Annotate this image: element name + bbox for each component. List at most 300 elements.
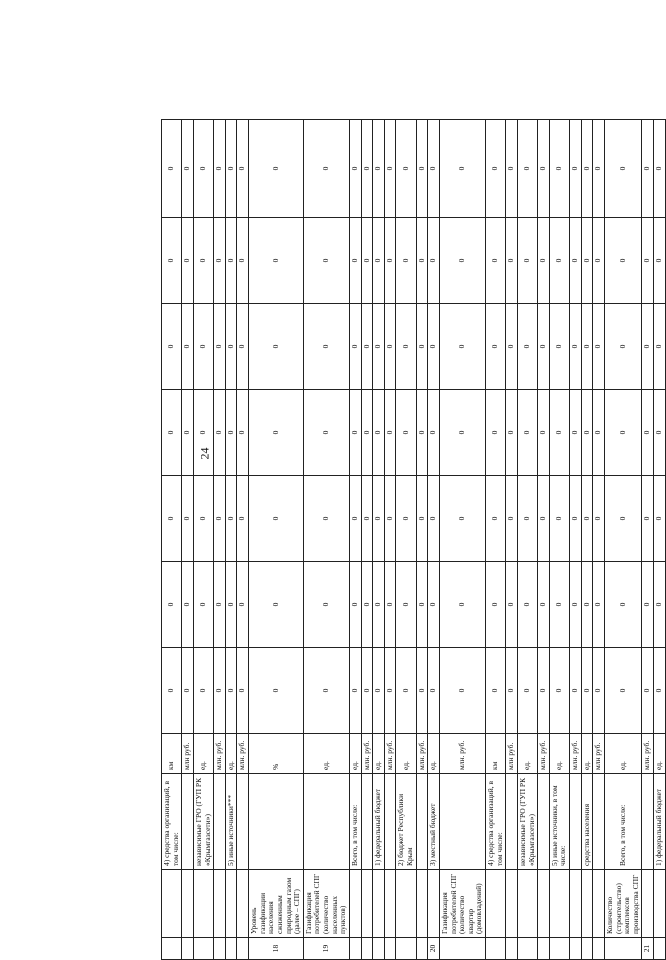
value-cell: 0	[642, 390, 654, 476]
table-row	[604, 120, 642, 960]
value-cell: 0	[396, 304, 416, 390]
table-row	[428, 120, 440, 960]
value-cell: 0	[162, 304, 182, 390]
source-cell	[416, 774, 428, 870]
value-cell: 0	[396, 562, 416, 648]
value-cell: 0	[225, 390, 237, 476]
value-cell: 0	[570, 304, 582, 390]
unit-cell: ед.	[517, 734, 537, 774]
value-cell: 0	[549, 218, 569, 304]
indicator-name-cell: Газификация потребителей СПГ (количество населенных пунктов)	[303, 870, 349, 938]
source-cell: 2) бюджет Республики Крым	[396, 774, 416, 870]
source-cell	[249, 774, 304, 870]
row-number-cell	[570, 938, 582, 960]
value-cell: 0	[214, 390, 226, 476]
value-cell: 0	[373, 648, 385, 734]
value-cell: 0	[570, 562, 582, 648]
value-cell: 0	[237, 390, 249, 476]
value-cell: 0	[349, 476, 361, 562]
table-row	[303, 120, 349, 960]
value-cell: 0	[604, 120, 642, 218]
value-cell: 0	[428, 218, 440, 304]
value-cell: 0	[182, 304, 194, 390]
indicator-name-cell	[214, 870, 226, 938]
unit-cell: ед.	[349, 734, 361, 774]
value-cell: 0	[428, 120, 440, 218]
value-cell: 0	[396, 648, 416, 734]
source-cell	[642, 774, 654, 870]
table-row	[349, 120, 361, 960]
indicator-name-cell	[162, 870, 182, 938]
value-cell: 0	[182, 120, 194, 218]
row-number-cell	[182, 938, 194, 960]
value-cell: 0	[303, 648, 349, 734]
value-cell: 0	[303, 304, 349, 390]
indicator-name-cell	[193, 870, 213, 938]
value-cell: 0	[237, 218, 249, 304]
value-cell: 0	[396, 390, 416, 476]
indicator-name-cell	[593, 870, 605, 938]
indicator-name-cell	[570, 870, 582, 938]
value-cell: 0	[193, 562, 213, 648]
value-cell: 0	[642, 218, 654, 304]
table-row	[225, 120, 237, 960]
value-cell: 0	[517, 562, 537, 648]
value-cell: 0	[349, 120, 361, 218]
table-row	[384, 120, 396, 960]
value-cell: 0	[373, 562, 385, 648]
value-cell: 0	[428, 562, 440, 648]
value-cell: 0	[384, 304, 396, 390]
value-cell: 0	[361, 476, 373, 562]
indicator-name-cell: Уровень газификации населения сжиженным природным газом (далее – СПГ)	[249, 870, 304, 938]
value-cell: 0	[538, 648, 550, 734]
unit-cell: млн. руб.	[439, 734, 485, 774]
row-number-cell	[604, 938, 642, 960]
value-cell: 0	[486, 218, 506, 304]
unit-cell: ед.	[581, 734, 593, 774]
table-row	[570, 120, 582, 960]
value-cell: 0	[182, 218, 194, 304]
value-cell: 0	[193, 218, 213, 304]
source-cell	[361, 774, 373, 870]
value-cell: 0	[604, 390, 642, 476]
value-cell: 0	[517, 218, 537, 304]
value-cell: 0	[549, 304, 569, 390]
indicator-name-cell	[373, 870, 385, 938]
value-cell: 0	[439, 648, 485, 734]
value-cell: 0	[396, 476, 416, 562]
value-cell: 0	[193, 476, 213, 562]
value-cell: 0	[237, 120, 249, 218]
table-row	[162, 120, 182, 960]
value-cell: 0	[581, 390, 593, 476]
unit-cell: млн. руб.	[642, 734, 654, 774]
value-cell: 0	[373, 120, 385, 218]
source-cell: 3) местный бюджет	[428, 774, 440, 870]
table-row	[642, 120, 654, 960]
unit-cell: млн. руб.	[237, 734, 249, 774]
unit-cell: ед.	[549, 734, 569, 774]
unit-cell: млн руб.	[506, 734, 518, 774]
value-cell: 0	[416, 390, 428, 476]
value-cell: 0	[214, 476, 226, 562]
unit-cell: ед.	[654, 734, 666, 774]
value-cell: 0	[396, 218, 416, 304]
value-cell: 0	[654, 648, 666, 734]
value-cell: 0	[416, 562, 428, 648]
value-cell: 0	[439, 562, 485, 648]
row-number-cell	[439, 938, 485, 960]
row-number-cell	[193, 938, 213, 960]
value-cell: 0	[549, 390, 569, 476]
value-cell: 0	[538, 476, 550, 562]
source-cell	[506, 774, 518, 870]
source-cell	[593, 774, 605, 870]
table-row	[549, 120, 569, 960]
indicator-name-cell	[538, 870, 550, 938]
value-cell: 0	[237, 476, 249, 562]
value-cell: 0	[373, 304, 385, 390]
value-cell: 0	[416, 476, 428, 562]
row-number-cell: 19	[303, 938, 349, 960]
table-row	[396, 120, 416, 960]
row-number-cell	[237, 938, 249, 960]
indicator-name-cell	[361, 870, 373, 938]
value-cell: 0	[182, 390, 194, 476]
value-cell: 0	[384, 648, 396, 734]
value-cell: 0	[506, 476, 518, 562]
value-cell: 0	[654, 218, 666, 304]
indicator-name-cell	[581, 870, 593, 938]
row-number-cell	[214, 938, 226, 960]
source-cell	[570, 774, 582, 870]
row-number-cell	[506, 938, 518, 960]
row-number-cell	[416, 938, 428, 960]
value-cell: 0	[361, 120, 373, 218]
value-cell: 0	[538, 218, 550, 304]
value-cell: 0	[249, 120, 304, 218]
indicator-name-cell: Количество (строительство) комплексов производства СПГ	[604, 870, 642, 938]
table-row	[654, 120, 666, 960]
value-cell: 0	[486, 304, 506, 390]
value-cell: 0	[193, 120, 213, 218]
value-cell: 0	[249, 562, 304, 648]
table-row	[416, 120, 428, 960]
row-number-cell: 21	[642, 938, 654, 960]
value-cell: 0	[373, 218, 385, 304]
value-cell: 0	[162, 120, 182, 218]
value-cell: 0	[162, 476, 182, 562]
table-row	[193, 120, 213, 960]
value-cell: 0	[384, 120, 396, 218]
unit-cell: млн. руб.	[416, 734, 428, 774]
value-cell: 0	[214, 648, 226, 734]
table-row	[237, 120, 249, 960]
indicator-name-cell	[486, 870, 506, 938]
unit-cell: млн руб.	[593, 734, 605, 774]
value-cell: 0	[428, 390, 440, 476]
value-cell: 0	[486, 562, 506, 648]
value-cell: 0	[439, 304, 485, 390]
value-cell: 0	[162, 390, 182, 476]
value-cell: 0	[249, 648, 304, 734]
source-cell: независимые ГРО (ГУП РК «Крымгазсети»)	[517, 774, 537, 870]
value-cell: 0	[642, 648, 654, 734]
value-cell: 0	[593, 304, 605, 390]
value-cell: 0	[570, 218, 582, 304]
value-cell: 0	[384, 218, 396, 304]
value-cell: 0	[237, 304, 249, 390]
value-cell: 0	[517, 648, 537, 734]
source-cell	[182, 774, 194, 870]
value-cell: 0	[486, 390, 506, 476]
unit-cell: млн руб.	[182, 734, 194, 774]
value-cell: 0	[237, 562, 249, 648]
indicator-name-cell: Газификация потребителей СПГ (количество квартир (домовладений)	[439, 870, 485, 938]
value-cell: 0	[570, 648, 582, 734]
value-cell: 0	[303, 562, 349, 648]
value-cell: 0	[249, 390, 304, 476]
indicator-name-cell	[549, 870, 569, 938]
value-cell: 0	[416, 218, 428, 304]
value-cell: 0	[361, 304, 373, 390]
unit-cell: ед.	[193, 734, 213, 774]
value-cell: 0	[193, 648, 213, 734]
value-cell: 0	[604, 648, 642, 734]
value-cell: 0	[538, 120, 550, 218]
value-cell: 0	[373, 476, 385, 562]
value-cell: 0	[538, 304, 550, 390]
value-cell: 0	[249, 304, 304, 390]
source-cell: 1) федеральный бюджет	[654, 774, 666, 870]
value-cell: 0	[416, 648, 428, 734]
value-cell: 0	[642, 476, 654, 562]
value-cell: 0	[642, 562, 654, 648]
table-row	[538, 120, 550, 960]
value-cell: 0	[193, 304, 213, 390]
value-cell: 0	[486, 120, 506, 218]
row-number-cell: 18	[249, 938, 304, 960]
indicator-name-cell	[225, 870, 237, 938]
value-cell: 0	[249, 476, 304, 562]
row-number-cell	[654, 938, 666, 960]
value-cell: 0	[549, 120, 569, 218]
table-row	[506, 120, 518, 960]
value-cell: 0	[517, 390, 537, 476]
row-number-cell	[486, 938, 506, 960]
value-cell: 0	[604, 476, 642, 562]
value-cell: 0	[642, 304, 654, 390]
row-number-cell	[549, 938, 569, 960]
value-cell: 0	[593, 648, 605, 734]
row-number-cell	[361, 938, 373, 960]
unit-cell: ед.	[373, 734, 385, 774]
value-cell: 0	[384, 476, 396, 562]
value-cell: 0	[214, 562, 226, 648]
indicator-name-cell	[416, 870, 428, 938]
value-cell: 0	[486, 476, 506, 562]
value-cell: 0	[549, 562, 569, 648]
table-row	[214, 120, 226, 960]
unit-cell: км	[486, 734, 506, 774]
indicator-name-cell	[349, 870, 361, 938]
value-cell: 0	[506, 218, 518, 304]
row-number-cell: 20	[428, 938, 440, 960]
value-cell: 0	[162, 218, 182, 304]
source-cell: 4) средства организаций, в том числе:	[486, 774, 506, 870]
table-row	[486, 120, 506, 960]
unit-cell: млн. руб.	[538, 734, 550, 774]
value-cell: 0	[182, 476, 194, 562]
value-cell: 0	[361, 218, 373, 304]
table-row	[593, 120, 605, 960]
unit-cell: ед.	[604, 734, 642, 774]
value-cell: 0	[416, 120, 428, 218]
value-cell: 0	[581, 648, 593, 734]
value-cell: 0	[162, 562, 182, 648]
value-cell: 0	[581, 562, 593, 648]
value-cell: 0	[439, 218, 485, 304]
unit-cell: км	[162, 734, 182, 774]
row-number-cell	[225, 938, 237, 960]
value-cell: 0	[349, 390, 361, 476]
unit-cell: млн. руб.	[570, 734, 582, 774]
value-cell: 0	[396, 120, 416, 218]
indicator-name-cell	[237, 870, 249, 938]
value-cell: 0	[439, 476, 485, 562]
indicator-name-cell	[182, 870, 194, 938]
value-cell: 0	[581, 304, 593, 390]
value-cell: 0	[506, 390, 518, 476]
indicators-table	[161, 119, 666, 960]
table-row	[439, 120, 485, 960]
unit-cell: млн. руб.	[361, 734, 373, 774]
value-cell: 0	[581, 120, 593, 218]
source-cell: средства населения	[581, 774, 593, 870]
source-cell: 5) иные источники***	[225, 774, 237, 870]
value-cell: 0	[384, 390, 396, 476]
source-cell	[303, 774, 349, 870]
value-cell: 0	[593, 218, 605, 304]
value-cell: 0	[604, 218, 642, 304]
value-cell: 0	[361, 390, 373, 476]
row-number-cell	[384, 938, 396, 960]
value-cell: 0	[416, 304, 428, 390]
value-cell: 0	[349, 218, 361, 304]
unit-cell: ед.	[303, 734, 349, 774]
indicator-name-cell	[654, 870, 666, 938]
value-cell: 0	[549, 648, 569, 734]
value-cell: 0	[593, 562, 605, 648]
value-cell: 0	[361, 562, 373, 648]
value-cell: 0	[538, 390, 550, 476]
unit-cell: млн. руб.	[214, 734, 226, 774]
row-number-cell	[538, 938, 550, 960]
value-cell: 0	[593, 120, 605, 218]
value-cell: 0	[642, 120, 654, 218]
unit-cell: ед.	[225, 734, 237, 774]
value-cell: 0	[225, 120, 237, 218]
value-cell: 0	[581, 476, 593, 562]
page-number: 24	[197, 447, 212, 460]
value-cell: 0	[517, 120, 537, 218]
row-number-cell	[593, 938, 605, 960]
value-cell: 0	[570, 476, 582, 562]
value-cell: 0	[428, 476, 440, 562]
source-cell: 5) иные источники, в том числе:	[549, 774, 569, 870]
value-cell: 0	[517, 304, 537, 390]
value-cell: 0	[225, 304, 237, 390]
value-cell: 0	[303, 390, 349, 476]
value-cell: 0	[249, 218, 304, 304]
table-container	[161, 120, 663, 960]
table-row	[361, 120, 373, 960]
value-cell: 0	[349, 304, 361, 390]
value-cell: 0	[225, 218, 237, 304]
value-cell: 0	[225, 562, 237, 648]
table-row	[249, 120, 304, 960]
row-number-cell	[349, 938, 361, 960]
value-cell: 0	[570, 390, 582, 476]
value-cell: 0	[303, 218, 349, 304]
value-cell: 0	[361, 648, 373, 734]
row-number-cell	[373, 938, 385, 960]
value-cell: 0	[517, 476, 537, 562]
table-row	[517, 120, 537, 960]
value-cell: 0	[237, 648, 249, 734]
value-cell: 0	[214, 304, 226, 390]
value-cell: 0	[439, 390, 485, 476]
value-cell: 0	[593, 390, 605, 476]
value-cell: 0	[303, 476, 349, 562]
source-cell: независимые ГРО (ГУП РК «Крымгазсети»)	[193, 774, 213, 870]
source-cell	[237, 774, 249, 870]
indicator-name-cell	[396, 870, 416, 938]
unit-cell: млн. руб.	[384, 734, 396, 774]
value-cell: 0	[439, 120, 485, 218]
value-cell: 0	[654, 476, 666, 562]
value-cell: 0	[225, 476, 237, 562]
source-cell: Всего, в том числе:	[604, 774, 642, 870]
value-cell: 0	[214, 218, 226, 304]
value-cell: 0	[593, 476, 605, 562]
unit-cell: ед.	[396, 734, 416, 774]
value-cell: 0	[486, 648, 506, 734]
value-cell: 0	[604, 562, 642, 648]
indicator-name-cell	[428, 870, 440, 938]
row-number-cell	[581, 938, 593, 960]
row-number-cell	[396, 938, 416, 960]
value-cell: 0	[654, 120, 666, 218]
source-cell	[538, 774, 550, 870]
indicator-name-cell	[506, 870, 518, 938]
source-cell: 1) федеральный бюджет	[373, 774, 385, 870]
value-cell: 0	[506, 648, 518, 734]
value-cell: 0	[506, 304, 518, 390]
row-number-cell	[517, 938, 537, 960]
value-cell: 0	[349, 562, 361, 648]
value-cell: 0	[654, 390, 666, 476]
value-cell: 0	[225, 648, 237, 734]
source-cell	[214, 774, 226, 870]
value-cell: 0	[581, 218, 593, 304]
table-row	[182, 120, 194, 960]
value-cell: 0	[182, 562, 194, 648]
value-cell: 0	[193, 390, 213, 476]
table-row	[373, 120, 385, 960]
value-cell: 0	[303, 120, 349, 218]
